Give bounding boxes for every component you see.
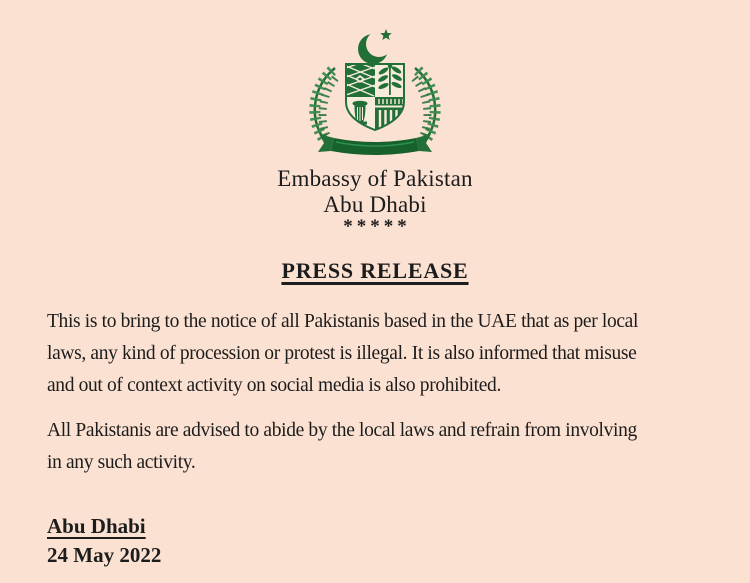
paragraph-2 <box>47 415 710 479</box>
press-release-document <box>0 20 750 583</box>
pakistan-emblem-icon <box>290 20 460 160</box>
press-release-title: PRESS RELEASE <box>281 258 469 283</box>
paragraph-2-line-1: All Pakistanis are advised to abide by the local laws and refrain from involving <box>47 420 637 441</box>
document-body <box>47 306 710 479</box>
pakistan-emblem-svg <box>290 20 460 160</box>
title-row <box>0 258 750 284</box>
paragraph-1-line-3: and out of context activity on social media is also prohibited. <box>47 375 501 396</box>
paragraph-1 <box>47 306 710 402</box>
paragraph-1-line-1: This is to bring to the notice of all Pakistanis based in the UAE that as per local <box>47 311 639 332</box>
embassy-name: Embassy of Pakistan <box>277 166 473 191</box>
letterhead <box>0 166 750 237</box>
footer-date: 24 May 2022 <box>47 543 162 567</box>
document-footer <box>47 513 750 569</box>
paragraph-1-line-2: laws, any kind of procession or protest is illegal. It is also informed that misuse <box>47 343 637 364</box>
divider-stars: ***** <box>343 216 411 237</box>
embassy-city: Abu Dhabi <box>323 192 427 217</box>
footer-place: Abu Dhabi <box>47 514 146 538</box>
paragraph-2-line-2: in any such activity. <box>47 452 196 473</box>
